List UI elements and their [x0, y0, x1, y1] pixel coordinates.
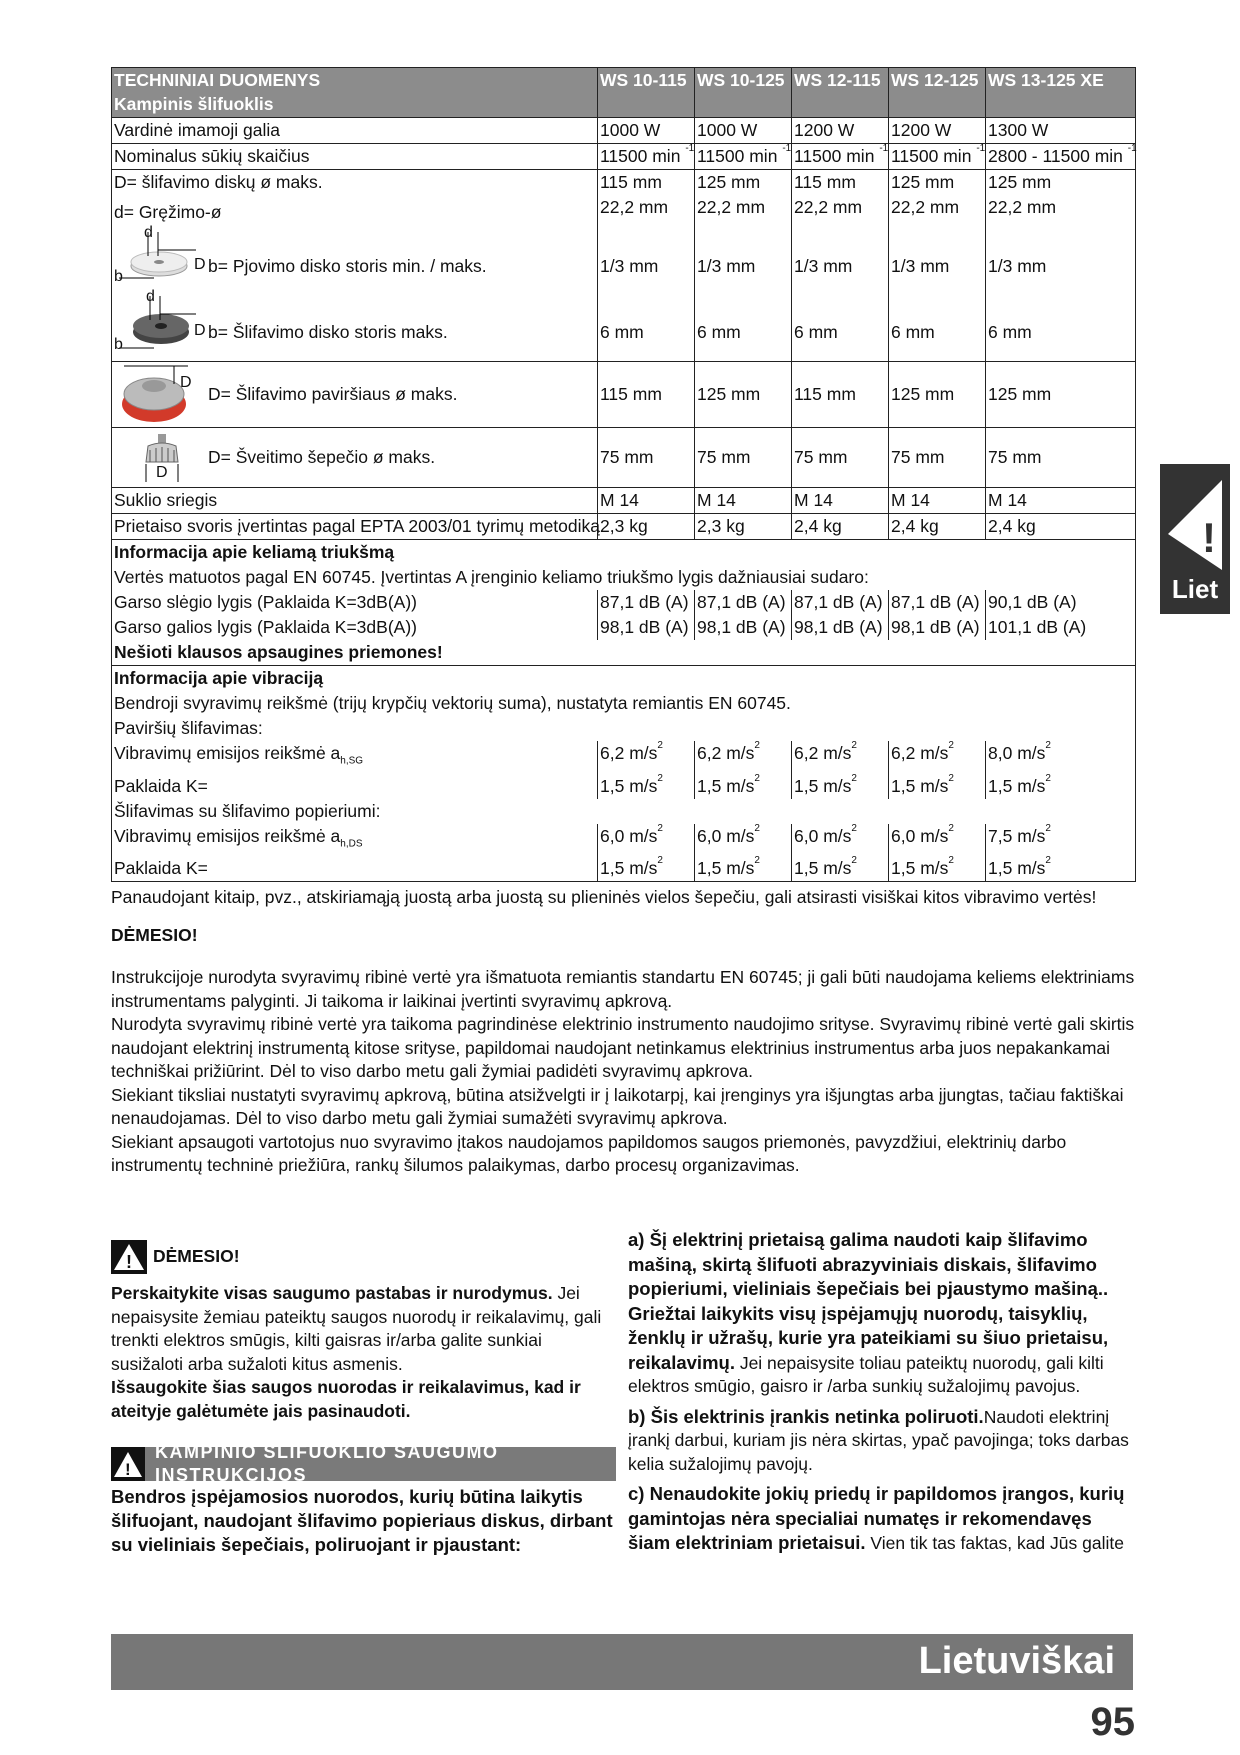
row-label: Vibravimų emisijos reikšmė $a_{h,SG}$	[112, 741, 598, 774]
cell: 6,2 $m/s^2$	[889, 741, 986, 774]
svg-text:!: !	[126, 1252, 132, 1272]
vibration-heading: Informacija apie vibraciją	[112, 666, 1136, 692]
row-label: Paklaida K=	[112, 774, 598, 799]
general-warnings: Bendros įspėjamosios nuorodos, kurių būtina laikytis šlifuojant, naudojant šlifavimo popieriaus diskus, dirbant su vieliniais šepečiais, poliruojant ir pjaustant:	[111, 1486, 613, 1555]
vibration-intro: Bendroji svyravimų reikšmė (trijų krypčių vektorių suma), nustatyta remiantis EN 60745.	[112, 691, 1136, 716]
table-row	[112, 362, 1136, 428]
cell: 6,0 $m/s^2$	[792, 824, 889, 857]
cell: 1,5 $m/s^2$	[986, 774, 1136, 799]
cell: 2,4 kg	[889, 514, 986, 540]
table-header-row	[112, 68, 1136, 118]
item-c: c) Nenaudokite jokių priedų ir papildomos įrangos, kurių gamintojas nėra specialiai numatęs ir rekomendavęs šiam elektriniam prietaisui. Vien tik tas faktas, kad Jūs galite	[628, 1483, 1125, 1553]
table-row	[112, 144, 1136, 170]
cell: 2,3 kg	[598, 514, 695, 540]
cell: 2,4 kg	[792, 514, 889, 540]
cell: 115 mm 22,2 mm 1/3 mm 6 mm	[598, 170, 695, 362]
cell: 1,5 $m/s^2$	[889, 774, 986, 799]
cell: 2,4 kg	[986, 514, 1136, 540]
table-row	[112, 824, 1136, 857]
cell: 1,5 $m/s^2$	[598, 774, 695, 799]
warning-triangle-icon	[1164, 474, 1226, 579]
cell: 115 mm	[792, 362, 889, 428]
item-a: a) Šį elektrinį prietaisą galima naudoti kaip šlifavimo mašiną, skirtą šlifuoti abrazyviniais diskais, šlifavimo popieriumi, vieliniais šepečiais bei pjaustymo mašiną.. Griežtai laikykits visų įspėjamųjų nuorodų, taisyklių, ženklų ir užrašų, kurie yra pateikiami su šiuo prietaisu, reikalavimų. Jei nepaisysite toliau pateiktų nuorodų, gali kilti elektros smūgio, gaisro ir /arba sunkių sužalojimų pavojus.	[628, 1229, 1109, 1396]
safety-section-title: KAMPINIO ŠLIFUOKLIO SAUGUMO INSTRUKCIJOS	[155, 1441, 499, 1485]
attention-heading: DĖMESIO!	[111, 925, 198, 945]
warning-heading	[111, 1240, 616, 1274]
table-row	[112, 540, 1136, 566]
table-row	[112, 799, 1136, 824]
cell: 87,1 dB (A)	[598, 590, 695, 615]
page-number: 95	[1090, 1700, 1135, 1744]
cell: 1300 W	[986, 118, 1136, 144]
item-b: b) Šis elektrinis įrankis netinka poliruoti.Naudoti elektrinį įrankį darbui, kuriam jis nėra skirtas, ypač pavojinga; toks darbas kelia sužalojimų pavojų.	[628, 1405, 1129, 1474]
attention-body	[111, 966, 1137, 1178]
keep-instructions: Išsaugokite šias saugos nuorodas ir reikalavimus, kad ir ateityje galėtumėte jais pasinaudoti.	[111, 1377, 581, 1421]
noise-heading: Informacija apie keliamą triukšmą	[112, 540, 1136, 566]
cell: 11500 min $^{-1}$	[598, 144, 695, 170]
cell: 6,2 $m/s^2$	[598, 741, 695, 774]
table-row	[112, 590, 1136, 615]
table-row	[112, 666, 1136, 692]
cell: 1,5 $m/s^2$	[695, 774, 792, 799]
cell: 125 mm 22,2 mm 1/3 mm 6 mm	[889, 170, 986, 362]
cell: 6,0 $m/s^2$	[598, 824, 695, 857]
note-after-table: Panaudojant kitaip, pvz., atskiriamąją juostą arba juostą su plieninės vielos šepečiu, gali atsirasti visiškai kitos vibravimo vertės!	[111, 887, 1097, 907]
table-row	[112, 118, 1136, 144]
noise-intro: Vertės matuotos pagal EN 60745. Įvertintas A įrenginio keliamo triukšmo lygis dažniausiai sudaro:	[112, 565, 1136, 590]
cell: 87,1 dB (A)	[792, 590, 889, 615]
cell: 98,1 dB (A)	[598, 615, 695, 640]
paragraph: Siekiant apsaugoti vartotojus nuo svyravimo įtakos naudojamos papildomos saugos priemonės, pavyzdžiui, elektrinių darbo instrumentų techninė priežiūra, rankų šilumos palaikymas, darbo procesų organizavimas.	[111, 1131, 1067, 1175]
cell: 125 mm 22,2 mm 1/3 mm 6 mm	[986, 170, 1136, 362]
paragraph: Siekiant tiksliai nustatyti svyravimų apkrovą, būtina atsižvelgti ir į laikotarpį, kai įrenginys yra išjungtas arba įjungtas, tačiau faktiškai nenaudojamas. Dėl to viso darbo metu gali žymiai sumažėti svyravimų apkrova.	[111, 1084, 1124, 1128]
cell: 2,3 kg	[695, 514, 792, 540]
cell: 115 mm	[598, 362, 695, 428]
warning-icon	[111, 1447, 145, 1481]
row-label: Paviršių šlifavimas:	[112, 716, 1136, 741]
cell: 6,2 $m/s^2$	[695, 741, 792, 774]
cell: 98,1 dB (A)	[792, 615, 889, 640]
right-column	[628, 1228, 1133, 1556]
cell: 6,0 $m/s^2$	[889, 824, 986, 857]
cell: 11500 min $^{-1}$	[695, 144, 792, 170]
cell: 1,5 $m/s^2$	[792, 774, 889, 799]
model-header: WS 10-125	[695, 68, 792, 118]
side-tab-label: Liet	[1171, 574, 1219, 604]
row-label: Prietaiso svoris įvertintas pagal EPTA 2003/01 tyrimų metodiką	[112, 514, 598, 540]
cell: 1000 W	[598, 118, 695, 144]
table-row	[112, 856, 1136, 882]
cell: M 14	[695, 488, 792, 514]
spec-table	[111, 67, 1136, 882]
cell: 75 mm	[792, 428, 889, 488]
cell: 1,5 $m/s^2$	[986, 856, 1136, 882]
svg-text:!: !	[125, 1460, 131, 1479]
language-side-tab	[1160, 464, 1230, 614]
left-column	[111, 1240, 616, 1557]
cutting-disc-icon: d D b	[114, 224, 206, 285]
paragraph: Instrukcijoje nurodyta svyravimų ribinė vertė yra išmatuota remiantis standartu EN 60745; ji gali būti naudojama keliems elektriniams instrumentams palyginti. Ji taikoma ir laikinai įvertinti svyravimų apkrovą.	[111, 967, 1135, 1011]
cell: 11500 min $^{-1}$	[792, 144, 889, 170]
cell: 7,5 $m/s^2$	[986, 824, 1136, 857]
cell: 75 mm	[695, 428, 792, 488]
model-header: WS 13-125 XE	[986, 68, 1136, 118]
row-label: Garso slėgio lygis (Paklaida K=3dB(A))	[112, 590, 598, 615]
cell: 2800 - 11500 min $^{-1}$	[986, 144, 1136, 170]
warning-icon	[111, 1240, 147, 1274]
cell: M 14	[986, 488, 1136, 514]
cell: 125 mm	[695, 362, 792, 428]
cell: 75 mm	[889, 428, 986, 488]
cell: 87,1 dB (A)	[695, 590, 792, 615]
cell: 115 mm 22,2 mm 1/3 mm 6 mm	[792, 170, 889, 362]
cell: 1200 W	[792, 118, 889, 144]
safety-section-bar	[111, 1441, 616, 1485]
cell: M 14	[889, 488, 986, 514]
row-label: Šlifavimas su šlifavimo popieriumi:	[112, 799, 1136, 824]
cell: M 14	[792, 488, 889, 514]
cell: 125 mm 22,2 mm 1/3 mm 6 mm	[695, 170, 792, 362]
cell: 101,1 dB (A)	[986, 615, 1136, 640]
cell: 8,0 $m/s^2$	[986, 741, 1136, 774]
read-instructions: Perskaitykite visas saugumo pastabas ir nurodymus. Jei nepaisysite žemiau pateiktų saugos nuorodų ir reikalavimų, gali trenkti elektros smūgis, kilti gaisras ir/arba galite sunkiai susižaloti arba sužaloti kitus asmenis.	[111, 1283, 602, 1374]
hearing-protection-warning: Nešioti klausos apsaugines priemones!	[112, 640, 1136, 666]
table-row	[112, 565, 1136, 590]
table-row	[112, 514, 1136, 540]
paragraph: Nurodyta svyravimų ribinė vertė yra taikoma pagrindinėse elektrinio instrumento naudojimo srityse. Svyravimų ribinė vertė gali skirtis naudojant elektrinį instrumentą kitose srityse, papildomai naudojant netinkamus elektrinius instrumentus arba juos nepakankamai techniškai prižiūrint. Dėl to viso darbo metu gali žymiai padidėti svyravimų apkrova.	[111, 1014, 1135, 1081]
model-header: WS 12-115	[792, 68, 889, 118]
model-header: WS 12-125	[889, 68, 986, 118]
cell: 98,1 dB (A)	[889, 615, 986, 640]
cell: 1,5 $m/s^2$	[598, 856, 695, 882]
wire-brush-icon: D	[138, 432, 188, 484]
table-row	[112, 170, 1136, 362]
table-row	[112, 716, 1136, 741]
sanding-pad-icon: D	[118, 364, 198, 426]
row-label: D= šlifavimo diskų ø maks. d= Gręžimo-ø d D b b= Pjovimo disko storis min. / maks. d D b b= Šlifavimo disko storis maks.	[112, 170, 598, 362]
svg-text:!: !	[1202, 514, 1216, 561]
row-label: D D= Šlifavimo paviršiaus ø maks.	[112, 362, 598, 428]
cell: 98,1 dB (A)	[695, 615, 792, 640]
table-row	[112, 691, 1136, 716]
table-row	[112, 488, 1136, 514]
row-label: Garso galios lygis (Paklaida K=3dB(A))	[112, 615, 598, 640]
table-row	[112, 428, 1136, 488]
footer-language: Lietuviškai	[918, 1640, 1115, 1682]
row-label: Vardinė imamoji galia	[112, 118, 598, 144]
cell: 1000 W	[695, 118, 792, 144]
table-row	[112, 615, 1136, 640]
cell: 1200 W	[889, 118, 986, 144]
row-label: Nominalus sūkių skaičius	[112, 144, 598, 170]
model-header: WS 10-115	[598, 68, 695, 118]
footer-bar	[111, 1634, 1133, 1690]
cell: 87,1 dB (A)	[889, 590, 986, 615]
table-row	[112, 741, 1136, 774]
cell: M 14	[598, 488, 695, 514]
row-label: Paklaida K=	[112, 856, 598, 882]
table-header-title: TECHNINIAI DUOMENYS Kampinis šlifuoklis	[112, 68, 598, 118]
row-label: Vibravimų emisijos reikšmė $a_{h,DS}$	[112, 824, 598, 857]
row-label: D D= Šveitimo šepečio ø maks.	[112, 428, 598, 488]
row-label: Suklio sriegis	[112, 488, 598, 514]
cell: 1,5 $m/s^2$	[889, 856, 986, 882]
cell: 90,1 dB (A)	[986, 590, 1136, 615]
cell: 75 mm	[986, 428, 1136, 488]
grinding-disc-icon: d D b	[114, 288, 206, 353]
cell: 125 mm	[986, 362, 1136, 428]
cell: 6,2 $m/s^2$	[792, 741, 889, 774]
warning-title: DĖMESIO!	[153, 1246, 240, 1267]
cell: 1,5 $m/s^2$	[792, 856, 889, 882]
cell: 6,0 $m/s^2$	[695, 824, 792, 857]
cell: 75 mm	[598, 428, 695, 488]
cell: 1,5 $m/s^2$	[695, 856, 792, 882]
table-row	[112, 640, 1136, 666]
cell: 125 mm	[889, 362, 986, 428]
cell: 11500 min $^{-1}$	[889, 144, 986, 170]
table-row	[112, 774, 1136, 799]
